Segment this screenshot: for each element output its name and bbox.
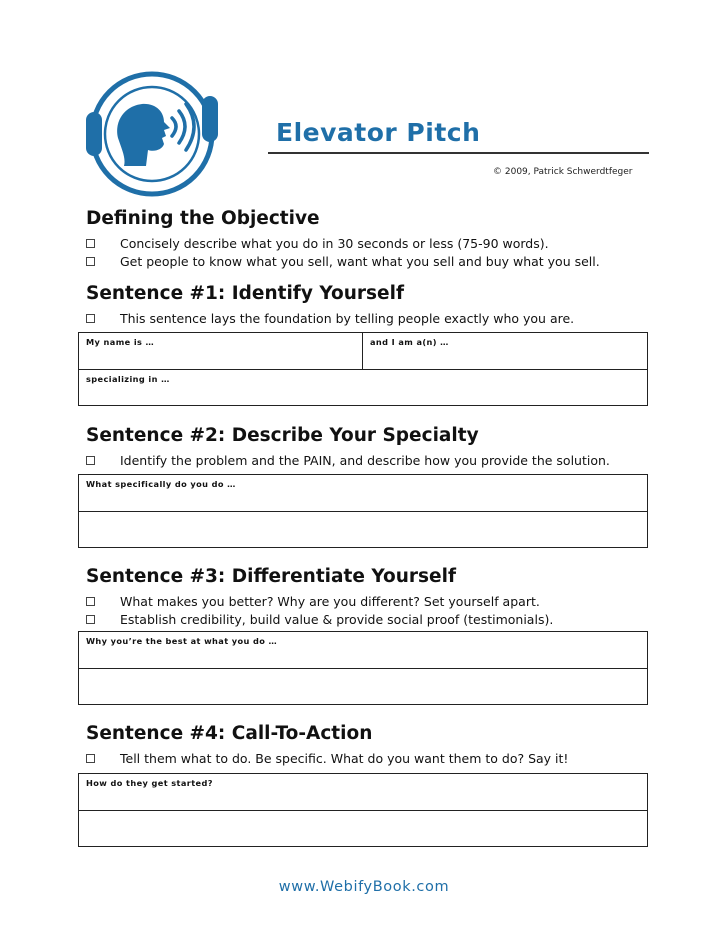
section-heading: Defining the Objective [86,208,320,229]
call-to-action-form [78,773,648,847]
checkbox-icon[interactable] [86,754,95,763]
checkbox-icon[interactable] [86,314,95,323]
checklist-item: Concisely describe what you do in 30 seconds or less (75-90 words). [86,235,666,253]
checkbox-icon[interactable] [86,597,95,606]
checklist-item: What makes you better? Why are you different? Set yourself apart. [86,593,666,611]
section-heading: Sentence #1: Identify Yourself [86,283,404,304]
role-field[interactable]: and I am a(n) … [362,333,647,369]
identify-form [78,332,648,406]
checkbox-icon[interactable] [86,239,95,248]
specialty-form [78,474,648,548]
specialty-field[interactable]: What specifically do you do … [86,479,236,489]
name-field[interactable]: My name is … [86,337,155,347]
checkbox-icon[interactable] [86,257,95,266]
footer-link[interactable]: www.WebifyBook.com [278,879,450,895]
checkbox-icon[interactable] [86,456,95,465]
call-to-action-field[interactable]: How do they get started? [86,778,213,788]
title-divider [268,152,649,154]
checklist-item: Identify the problem and the PAIN, and describe how you provide the solution. [86,452,666,470]
copyright-notice: © 2009, Patrick Schwerdtfeger [493,167,633,177]
differentiate-field-line-2[interactable] [79,669,647,704]
section-objective [86,207,666,271]
checklist-item: Establish credibility, build value & provide social proof (testimonials). [86,611,666,629]
checklist-item: Get people to know what you sell, want what you sell and buy what you sell. [86,253,666,271]
checkbox-icon[interactable] [86,615,95,624]
section-heading: Sentence #3: Differentiate Yourself [86,566,456,587]
checklist-item: This sentence lays the foundation by telling people exactly who you are. [86,310,666,328]
section-sentence-3 [86,565,666,629]
section-sentence-2 [86,424,666,470]
differentiate-form [78,631,648,705]
differentiate-field[interactable]: Why you’re the best at what you do … [86,636,278,646]
speaking-head-icon [84,66,220,202]
specialty-field-line-2[interactable] [79,512,647,547]
page-title: Elevator Pitch [276,118,481,147]
call-to-action-field-line-2[interactable] [79,811,647,846]
specializing-field[interactable]: specializing in … [86,374,170,384]
checklist-item: Tell them what to do. Be specific. What do you want them to do? Say it! [86,750,666,768]
section-heading: Sentence #2: Describe Your Specialty [86,425,479,446]
section-sentence-4 [86,722,666,768]
section-sentence-1 [86,282,666,328]
section-heading: Sentence #4: Call-To-Action [86,723,373,744]
